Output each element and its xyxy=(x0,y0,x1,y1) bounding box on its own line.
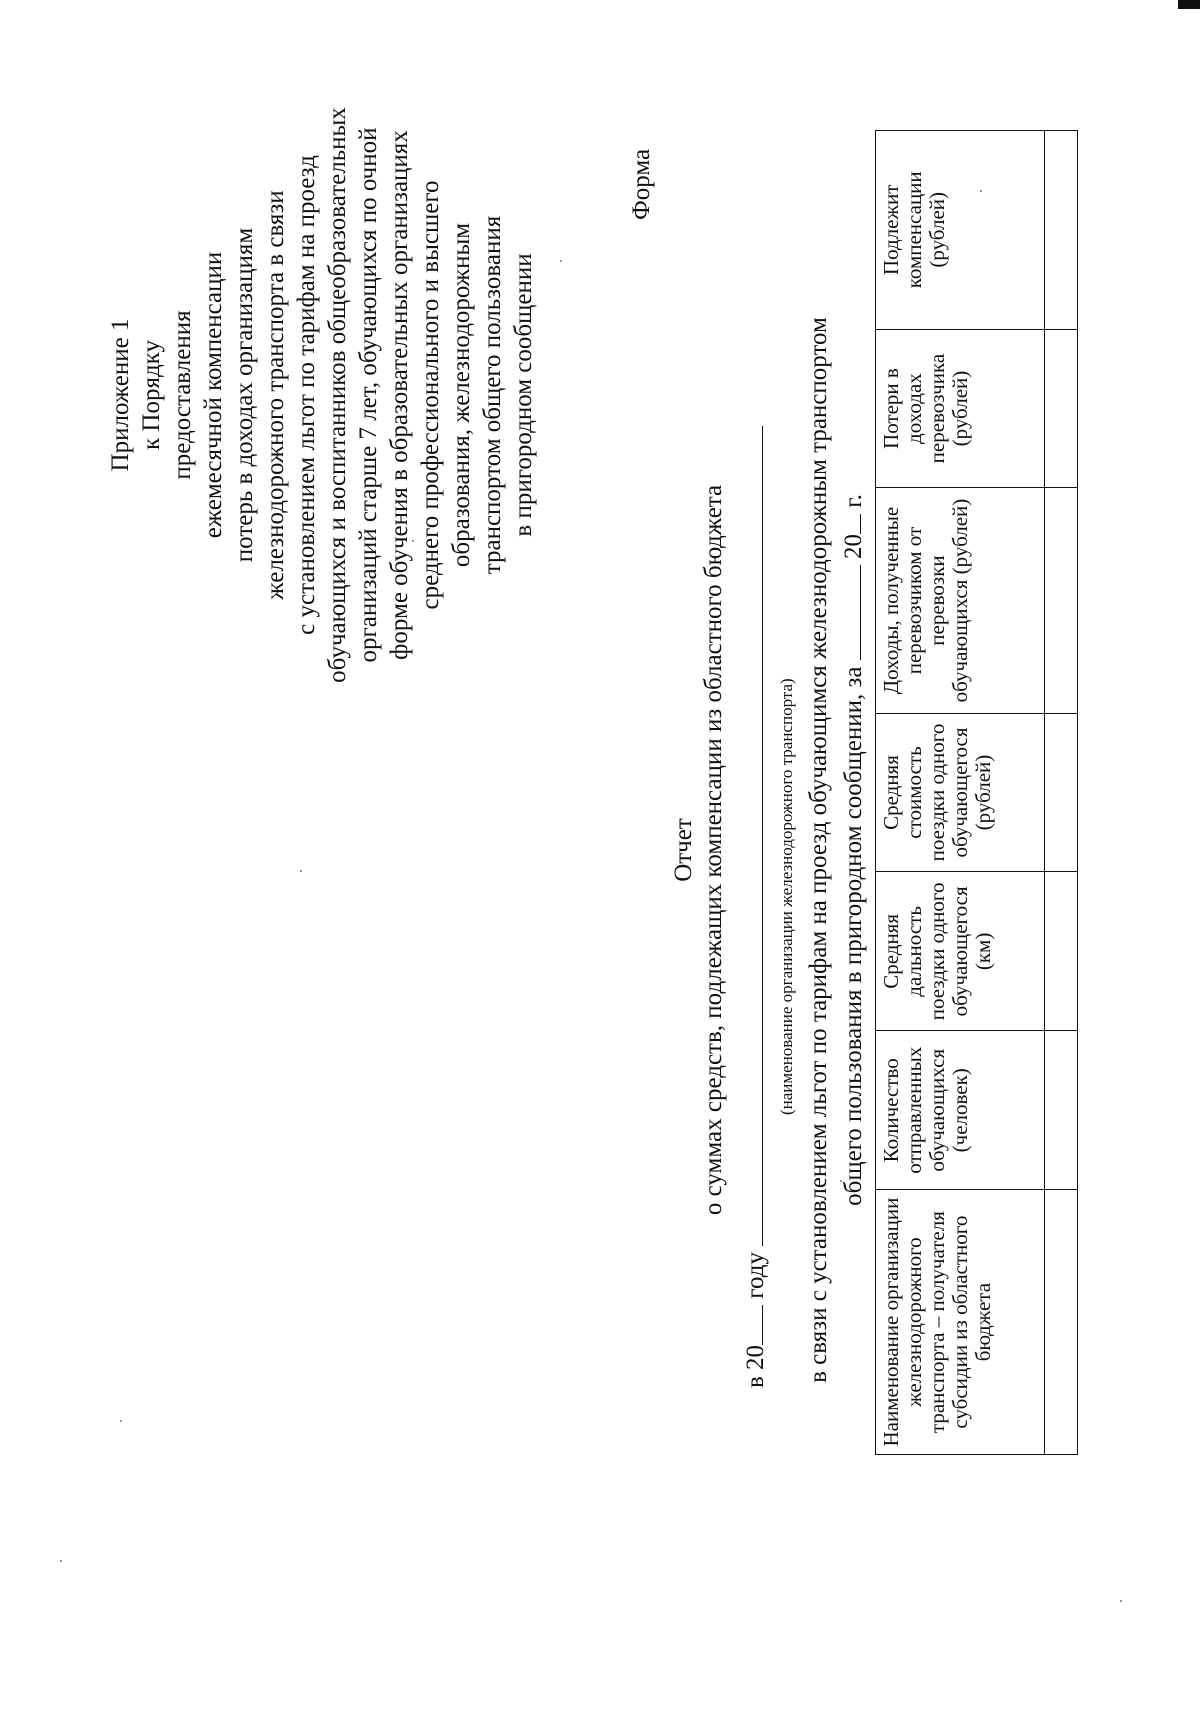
table-row xyxy=(1045,131,1078,1455)
benefits-statement: в связи с установлением льгот по тарифам на проезд обучающимся железнодорожным транспортом xyxy=(805,317,832,1383)
appendix-line: транспортом общего пользования xyxy=(479,215,506,575)
appendix-line: предоставления xyxy=(169,310,196,480)
period-blank[interactable] xyxy=(836,565,861,660)
form-label: Форма xyxy=(628,148,655,220)
table-cell[interactable] xyxy=(1045,131,1078,330)
period-year: 20 xyxy=(840,534,867,560)
period-year-blank[interactable] xyxy=(836,514,861,534)
table-cell[interactable] xyxy=(1045,1190,1078,1455)
col-header-avg-cost: Средняя стоимость поездки одного обучающегося (рублей) xyxy=(876,713,1045,872)
appendix-line: в пригородном сообщении xyxy=(510,253,537,537)
table-cell[interactable] xyxy=(1045,713,1078,872)
appendix-line: форме обучения в образовательных организациях xyxy=(386,130,413,660)
appendix-line: ежемесячной компенсации xyxy=(200,251,227,539)
appendix-line: Приложение 1 xyxy=(107,318,134,472)
appendix-line: железнодорожного транспорта в связи xyxy=(262,190,289,600)
col-header-carrier-losses: Потери в доходах перевозчика (рублей) xyxy=(876,329,1045,488)
period-prefix: общего пользования в пригородном сообщении, за xyxy=(840,666,867,1206)
col-header-avg-distance: Средняя дальность поездки одного обучающегося (км) xyxy=(876,872,1045,1031)
period-line xyxy=(836,50,868,1650)
appendix-line: среднего профессионального и высшего xyxy=(417,180,444,610)
col-header-organization: Наименование организации железнодорожного транспорта – получателя субсидии из областного бюджета xyxy=(876,1190,1045,1455)
year-prefix: в 20 xyxy=(742,1344,769,1388)
report-table xyxy=(875,130,1078,1455)
col-header-carrier-income: Доходы, полученные перевозчиком от перевозки обучающихся (рублей) xyxy=(876,488,1045,713)
table-cell[interactable] xyxy=(1045,488,1078,713)
scan-edge-mark xyxy=(1178,0,1200,9)
appendix-line: образования, железнодорожным xyxy=(448,222,475,568)
rotated-document-sheet xyxy=(50,50,1150,1650)
col-header-compensation: Подлежит компенсации (рублей) xyxy=(876,131,1045,330)
year-line xyxy=(738,426,770,1388)
period-suffix: г. xyxy=(840,494,867,508)
appendix-line: обучающихся и воспитанников общеобразовательных xyxy=(324,107,351,683)
organization-caption: (наименование организации железнодорожного транспорта) xyxy=(777,678,796,1115)
col-header-students-count: Количество отправленных обучающихся (человек) xyxy=(876,1031,1045,1190)
table-cell[interactable] xyxy=(1045,872,1078,1031)
table-header-row xyxy=(876,131,1045,1455)
appendix-note xyxy=(105,65,539,725)
report-subtitle: о суммах средств, подлежащих компенсации из областного бюджета xyxy=(700,484,727,1216)
appendix-line: с установлением льгот по тарифам на проезд xyxy=(293,155,320,635)
appendix-line: организаций старше 7 лет, обучающихся по очной xyxy=(355,127,382,663)
appendix-line: к Порядку xyxy=(138,340,165,450)
year-blank[interactable] xyxy=(738,1305,763,1345)
appendix-line: потерь в доходах организациям xyxy=(231,227,258,563)
year-suffix: году xyxy=(742,1252,769,1299)
organization-name-blank[interactable] xyxy=(738,426,763,1246)
table-cell[interactable] xyxy=(1045,329,1078,488)
report-title: Отчет xyxy=(670,818,697,882)
table-cell[interactable] xyxy=(1045,1031,1078,1190)
